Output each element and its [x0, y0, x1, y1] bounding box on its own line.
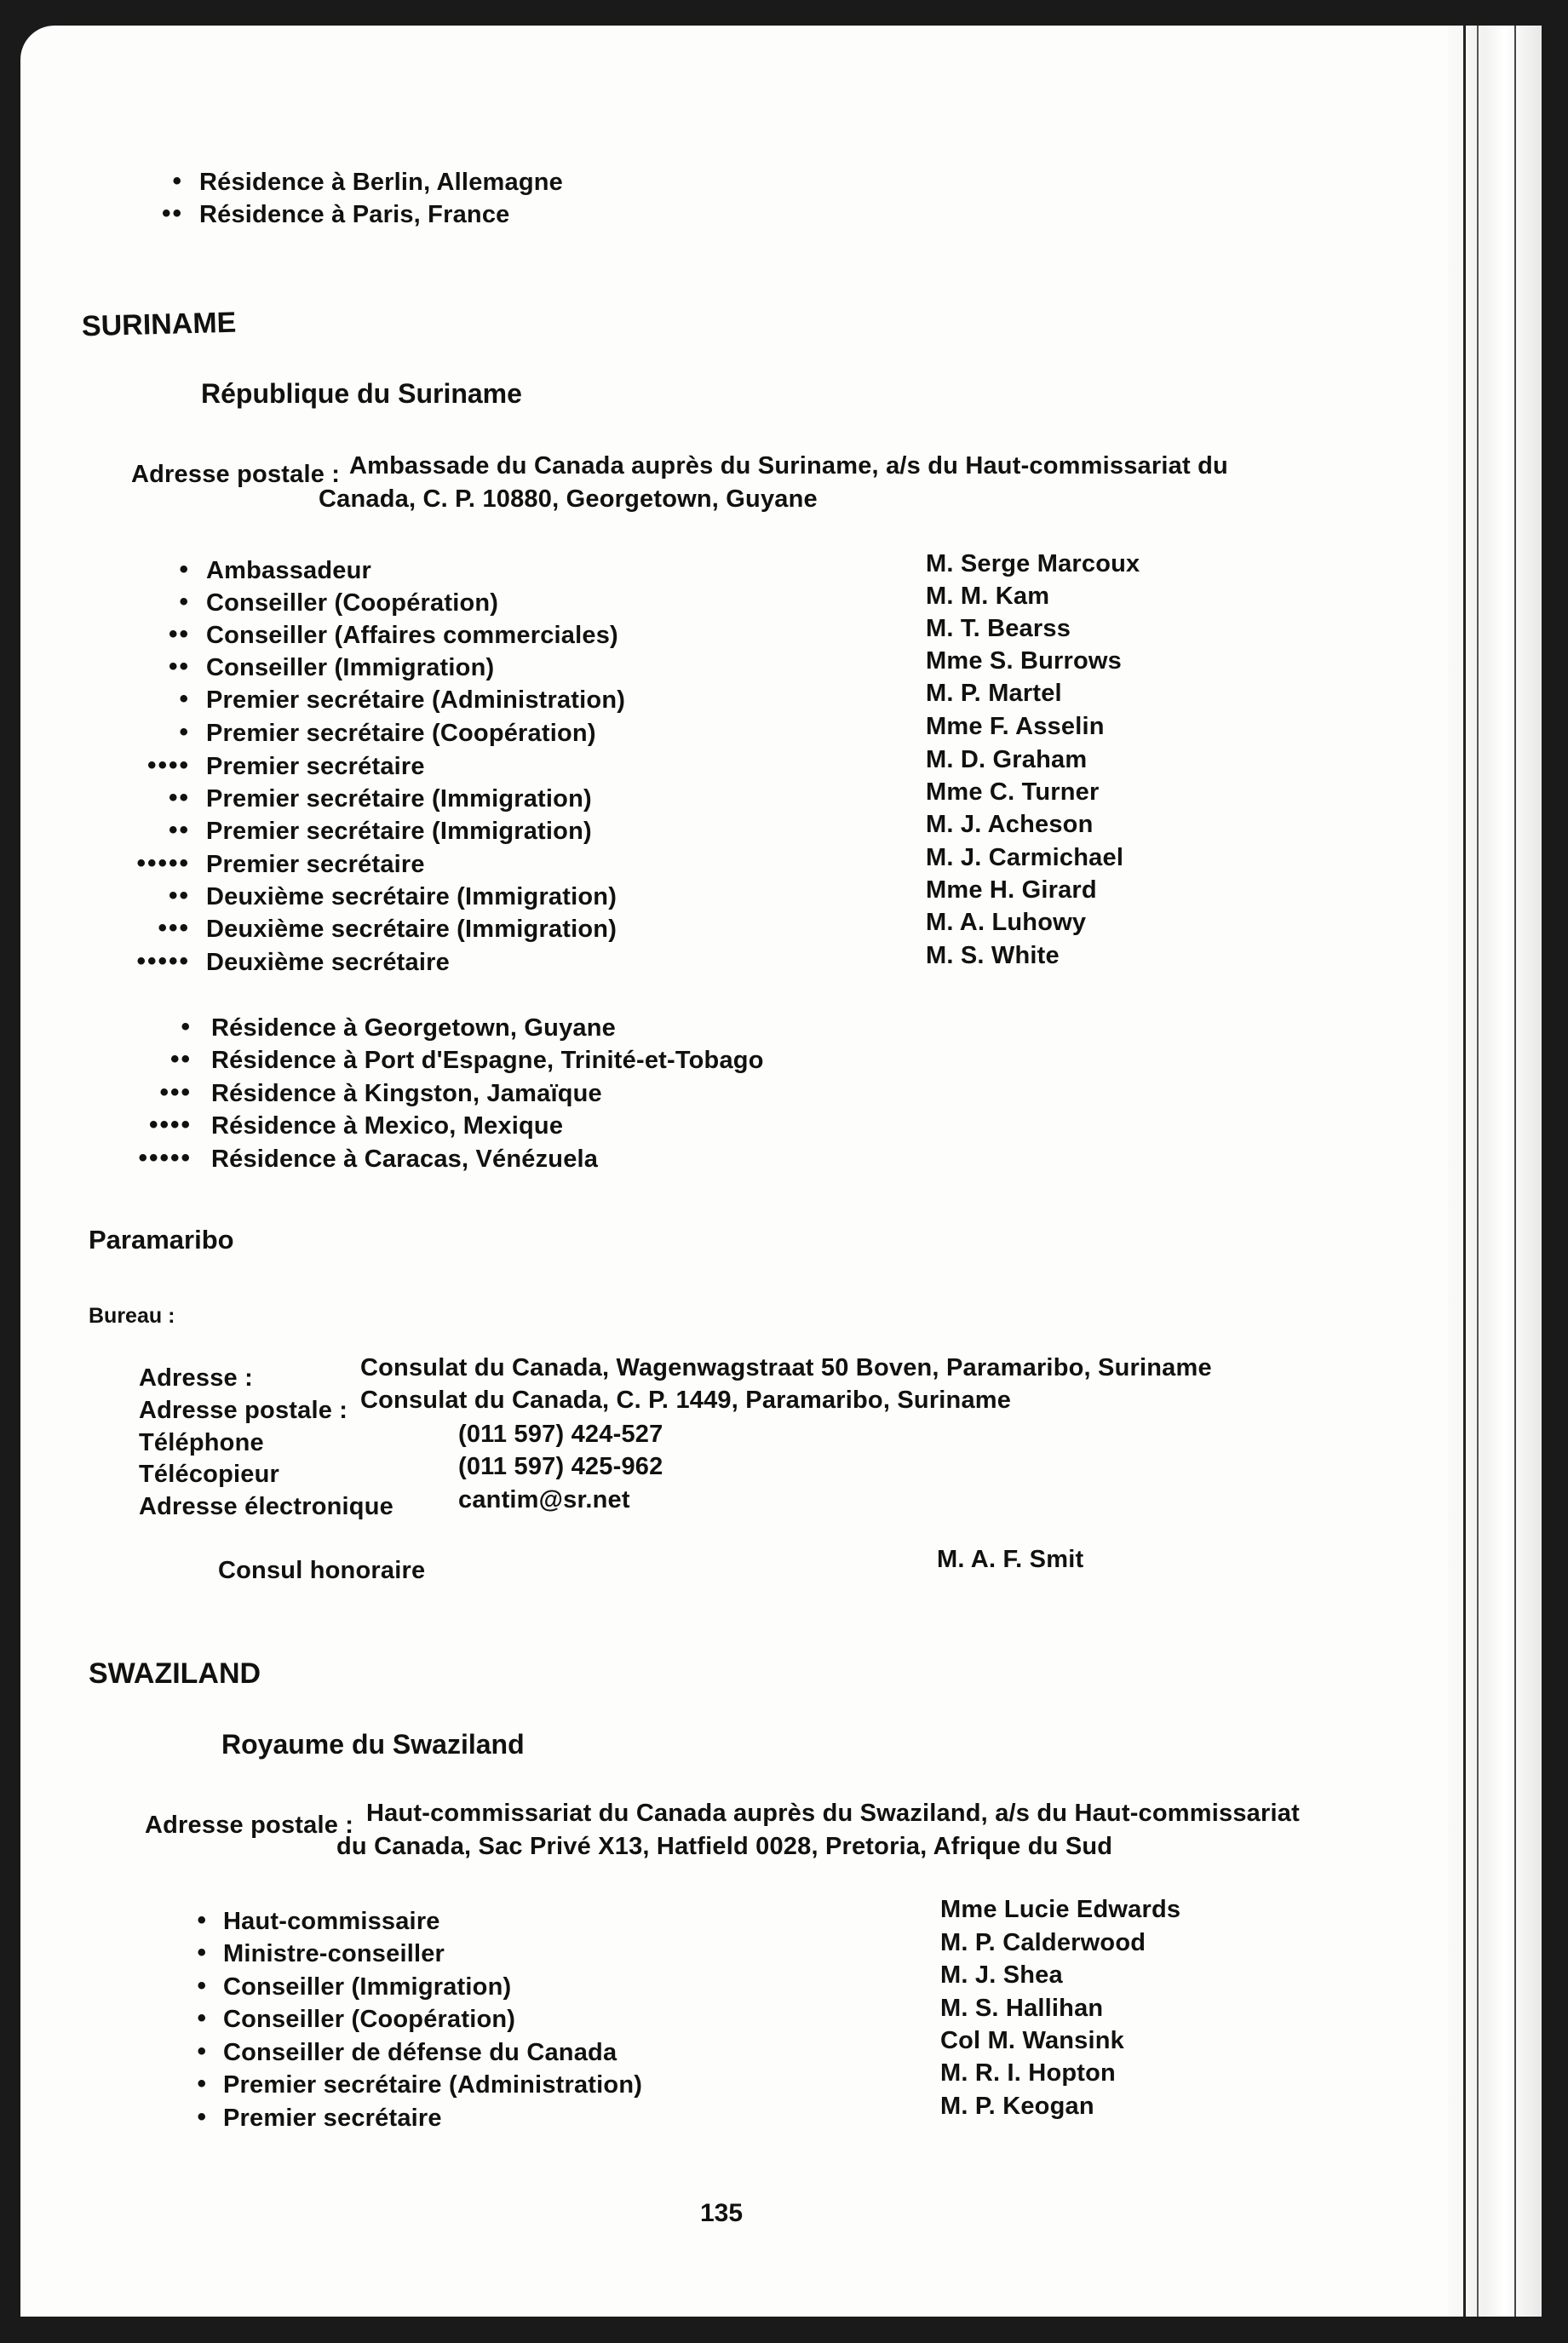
- staff-name: Mme Lucie Edwards: [940, 1896, 1181, 1923]
- contact-label: Adresse postale :: [139, 1397, 348, 1424]
- staff-title: Haut-commissaire: [223, 1908, 440, 1935]
- residence-line: Résidence à Port d'Espagne, Trinité-et-Tobago: [211, 1047, 764, 1074]
- residence-line: Résidence à Caracas, Vénézuela: [211, 1146, 599, 1173]
- scan-edge: [1448, 26, 1542, 2317]
- bullet-marker: •: [179, 588, 190, 616]
- postal-label: Adresse postale :: [131, 461, 341, 488]
- staff-name: M. P. Martel: [926, 680, 1062, 707]
- page-number: 135: [700, 2199, 744, 2227]
- staff-title: Premier secrétaire (Administration): [223, 2071, 643, 2099]
- consul-name: M. A. F. Smit: [937, 1546, 1084, 1573]
- contact-value: Consulat du Canada, C. P. 1449, Paramaribo, Suriname: [360, 1387, 1012, 1414]
- bullet-marker: ••••: [146, 751, 190, 779]
- staff-title: Ambassadeur: [206, 557, 371, 584]
- bullet-marker: •••: [158, 914, 190, 942]
- staff-title: Premier secrétaire (Immigration): [206, 785, 592, 813]
- bullet-marker: •: [197, 2004, 208, 2032]
- bullet-marker: •: [179, 555, 190, 583]
- contact-label: Adresse :: [139, 1364, 253, 1392]
- staff-title: Ministre-conseiller: [223, 1940, 445, 1967]
- staff-title: Deuxième secrétaire (Immigration): [206, 916, 617, 943]
- bullet-marker: ••: [168, 652, 190, 681]
- bullet-marker: •••••: [136, 849, 190, 877]
- bullet-marker: •: [197, 1972, 208, 2000]
- contact-value: (011 597) 424-527: [458, 1421, 663, 1448]
- staff-name: M. P. Calderwood: [940, 1929, 1146, 1956]
- staff-name: M. M. Kam: [926, 583, 1050, 610]
- staff-name: M. D. Graham: [926, 746, 1088, 773]
- bullet-marker: •: [172, 167, 183, 195]
- staff-name: Mme C. Turner: [926, 778, 1100, 806]
- staff-name: M. R. I. Hopton: [940, 2059, 1116, 2087]
- bullet-marker: ••: [168, 881, 190, 910]
- contact-value: (011 597) 425-962: [458, 1453, 663, 1480]
- staff-name: M. A. Luhowy: [926, 909, 1087, 936]
- residence-line: Résidence à Paris, France: [199, 201, 510, 228]
- staff-title: Premier secrétaire: [223, 2105, 442, 2132]
- staff-title: Premier secrétaire: [206, 753, 425, 780]
- staff-name: M. J. Shea: [940, 1961, 1063, 1989]
- bullet-marker: •••: [159, 1078, 192, 1106]
- contact-label: Adresse électronique: [139, 1493, 393, 1520]
- postal-address: Haut-commissariat du Canada auprès du Swaziland, a/s du Haut-commissariat: [366, 1800, 1300, 1827]
- official-name: Royaume du Swaziland: [221, 1729, 525, 1760]
- bullet-marker: •••••: [136, 947, 190, 975]
- postal-address: du Canada, Sac Privé X13, Hatfield 0028, Pretoria, Afrique du Sud: [336, 1833, 1113, 1860]
- bullet-marker: ••: [161, 199, 183, 227]
- staff-name: Mme S. Burrows: [926, 647, 1123, 675]
- staff-title: Conseiller de défense du Canada: [223, 2039, 617, 2066]
- residence-line: Résidence à Kingston, Jamaïque: [211, 1080, 602, 1107]
- staff-name: M. J. Carmichael: [926, 844, 1124, 871]
- staff-title: Conseiller (Immigration): [223, 1973, 512, 2001]
- official-name: République du Suriname: [201, 378, 522, 409]
- bullet-marker: •: [197, 2070, 208, 2098]
- residence-line: Résidence à Georgetown, Guyane: [211, 1014, 616, 1042]
- residence-line: Résidence à Mexico, Mexique: [211, 1112, 564, 1140]
- contact-label: Téléphone: [139, 1429, 264, 1456]
- bullet-marker: ••: [168, 816, 190, 844]
- postal-label: Adresse postale :: [145, 1812, 354, 1839]
- city-heading: Paramaribo: [89, 1225, 234, 1255]
- staff-name: M. P. Keogan: [940, 2093, 1094, 2120]
- postal-address: Canada, C. P. 10880, Georgetown, Guyane: [319, 485, 818, 513]
- bullet-marker: ••: [168, 784, 190, 812]
- contact-label: Télécopieur: [139, 1461, 279, 1488]
- staff-title: Premier secrétaire (Administration): [206, 686, 626, 714]
- staff-name: M. T. Bearss: [926, 615, 1071, 642]
- staff-title: Conseiller (Immigration): [206, 654, 495, 681]
- bullet-marker: •••••: [138, 1144, 192, 1172]
- bullet-marker: •: [179, 685, 190, 713]
- staff-title: Conseiller (Coopération): [223, 2006, 516, 2033]
- bullet-marker: •: [197, 2103, 208, 2131]
- staff-title: Deuxième secrétaire (Immigration): [206, 883, 617, 910]
- country-heading: SWAZILAND: [89, 1657, 261, 1690]
- postal-address: Ambassade du Canada auprès du Suriname, a/s du Haut-commissariat du: [349, 452, 1228, 480]
- bullet-marker: ••: [168, 620, 190, 648]
- staff-title: Premier secrétaire (Immigration): [206, 818, 592, 845]
- country-heading: SURINAME: [81, 306, 237, 343]
- contact-value: cantim@sr.net: [458, 1486, 630, 1513]
- staff-name: M. S. Hallihan: [940, 1995, 1104, 2022]
- bullet-marker: •: [181, 1013, 192, 1041]
- consul-title: Consul honoraire: [218, 1557, 426, 1584]
- staff-title: Premier secrétaire: [206, 851, 425, 878]
- bullet-marker: ••: [169, 1045, 192, 1073]
- staff-title: Conseiller (Coopération): [206, 589, 499, 617]
- bullet-marker: •: [179, 718, 190, 746]
- bullet-marker: •: [197, 1938, 208, 1967]
- staff-title: Conseiller (Affaires commerciales): [206, 622, 618, 649]
- staff-title: Premier secrétaire (Coopération): [206, 720, 596, 747]
- staff-title: Deuxième secrétaire: [206, 949, 450, 976]
- staff-name: M. J. Acheson: [926, 811, 1094, 838]
- bullet-marker: ••••: [148, 1111, 192, 1139]
- staff-name: M. Serge Marcoux: [926, 550, 1140, 577]
- staff-name: M. S. White: [926, 942, 1060, 969]
- bullet-marker: •: [197, 2037, 208, 2065]
- staff-name: Mme F. Asselin: [926, 713, 1105, 740]
- contact-value: Consulat du Canada, Wagenwagstraat 50 Boven, Paramaribo, Suriname: [360, 1354, 1212, 1381]
- bullet-marker: •: [197, 1906, 208, 1934]
- staff-name: Mme H. Girard: [926, 876, 1097, 904]
- residence-line: Résidence à Berlin, Allemagne: [199, 169, 563, 196]
- bureau-label: Bureau :: [89, 1304, 175, 1328]
- staff-name: Col M. Wansink: [940, 2027, 1125, 2054]
